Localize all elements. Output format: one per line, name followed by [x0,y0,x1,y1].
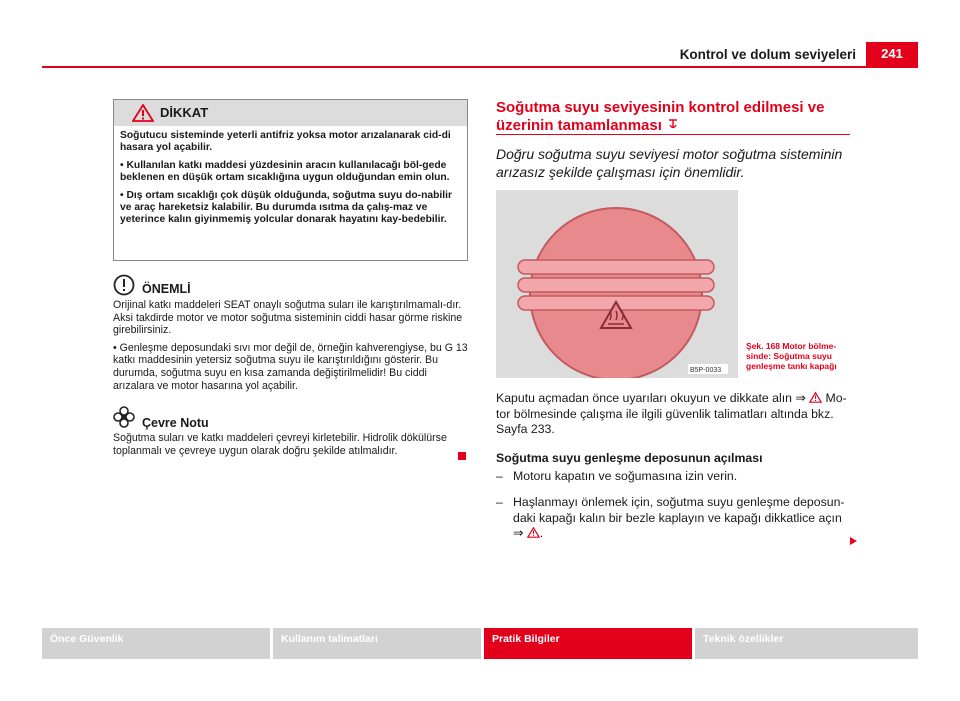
warning-triangle-icon [132,104,154,122]
section-title-rule [496,134,850,135]
warning-triangle-icon [809,392,822,403]
footer-tab-teknik[interactable]: Teknik özellikler [695,628,918,659]
warning-box [113,99,468,261]
figure-caption: Şek. 168 Motor bölme-sinde: Soğutma suyu genleşme tankı kapağı [746,341,837,371]
page-header-title: Kontrol ve dolum seviyeleri [679,47,856,62]
section-intro: Doğru soğutma suyu seviyesi motor soğutma sisteminin arızasız şekilde çalışması için önemlidir. [496,146,843,180]
warning-body [114,126,467,227]
section-end-mark [458,452,466,460]
environment-label: Çevre Notu [142,416,209,430]
important-paragraph: • Genleşme deposundaki sıvı mor değil de, örneğin kahverengiyse, bu G 13 katkı maddesinin yetersiz soğutma suyu ile karıştırıldığını gösterir. Bu durumda, soğutma suyu en kısa zamanda değiştirilmelidir! Bu ciddi arızalara ve motor hasarına yol açabilir. [113,341,468,392]
environment-body [113,432,469,462]
warning-label: DİKKAT [160,105,209,120]
section-title-line1: Soğutma suyu seviyesinin kontrol edilmesi ve [496,99,825,116]
environment-paragraph: Soğutma suları ve katkı maddeleri çevreyi kirletebilir. Hidrolik dökülürse toplanmalı ve çevreye uygun olarak doğru şekilde atılmalıdır. [113,432,447,457]
step-ref-end: . [539,526,544,540]
coolant-symbol-icon [666,117,680,131]
environment-leaf-icon [113,406,135,428]
warning-box-header [114,100,467,126]
warning-paragraph: Soğutucu sisteminde yeterli antifriz yoksa motor arızalanarak cid-di hasara yol açabilir. [120,130,451,154]
header-rule [42,66,918,68]
section-title-line2: üzerinin tamamlanması [496,117,662,134]
page-number: 241 [866,42,918,66]
subheading: Soğutma suyu genleşme deposunun açılması [496,451,763,465]
section-title [496,99,846,135]
coolant-cap-photo [496,190,738,378]
important-paragraph: Orijinal katkı maddeleri SEAT onaylı soğutma suları ile karıştırılmamalı-dır. Aksi takdirde motor ve motor soğutma sisteminin ciddi hasar görme riskine girebilirsiniz. [113,299,463,337]
footer-tab-guvenlik[interactable]: Önce Güvenlik [42,628,270,659]
step-ref-arrow: ⇒ [513,526,524,540]
warning-triangle-icon [527,527,540,538]
important-label: ÖNEMLİ [142,282,191,296]
body-paragraph [496,391,854,438]
step-item [496,495,854,542]
body-text-a: Kaputu açmadan önce uyarıları okuyun ve dikkate alın ⇒ [496,391,806,405]
step-item [496,469,854,485]
step-dash: – [496,495,503,509]
step-text: Motoru kapatın ve soğumasına izin verin. [513,469,738,483]
footer-tab-pratik[interactable]: Pratik Bilgiler [484,628,692,659]
continue-arrow-icon [850,537,857,545]
step-dash: – [496,469,503,483]
coolant-cap-illustration [496,190,738,378]
warning-paragraph: • Kullanılan katkı maddesi yüzdesinin aracın kullanılacağı böl-gede beklenen en düşük ortam sıcaklığına uygun olduğundan emin olun. [120,159,450,184]
warning-paragraph: • Dış ortam sıcaklığı çok düşük olduğunda, soğutma suyu do-nabilir ve araç hareketsiz kalabilir. Bu durumda ısıtma da çalış-maz ve yeterince kalın giyinmemiş yolcular donarak hayatını kay-bedebilir. [120,189,453,226]
body-text-b: Mo-tor bölmesinde çalışma ile ilgili güvenlik talimatları altında bkz. Sayfa 233. [496,391,847,436]
figure-code: B5P-0033 [690,367,722,374]
important-icon [113,274,135,296]
footer-tab-kullanim[interactable]: Kullanım talimatları [273,628,481,659]
important-body [113,299,469,397]
step-reference [513,526,854,542]
step-text: Haşlanmayı önlemek için, soğutma suyu genleşme deposun-daki kapağı kalın bir bezle kaplayın ve kapağı dikkatlice açın [513,495,845,525]
